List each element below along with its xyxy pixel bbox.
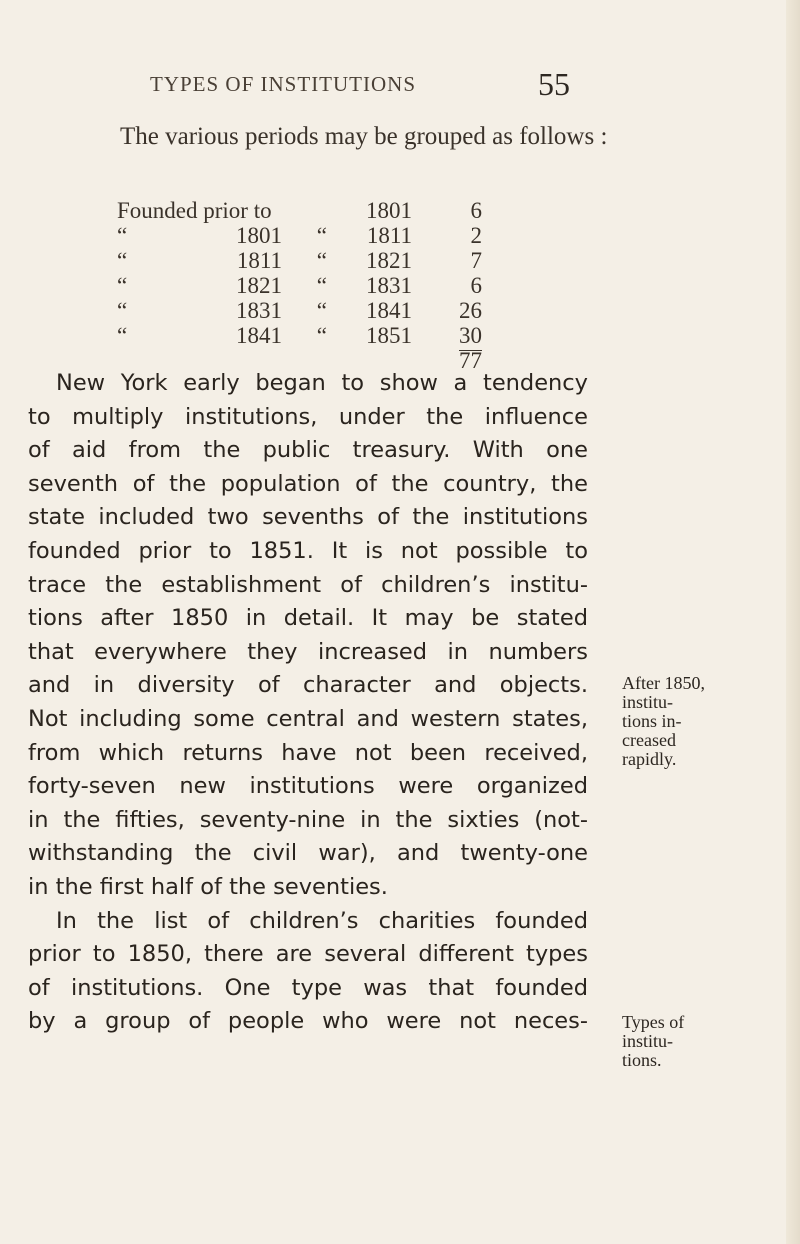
period-count <box>412 323 482 348</box>
table-row <box>117 223 482 248</box>
page-header <box>150 66 570 106</box>
body-line: seventh of the population of the country, the <box>28 470 588 497</box>
body-line: forty-seven new institutions were organized <box>28 773 588 800</box>
period-start: 1811 <box>236 248 282 273</box>
margin-note-types <box>622 1013 684 1070</box>
body-line: withstanding the civil war), and twenty-one <box>28 840 588 867</box>
period-ditto: “ <box>316 223 327 248</box>
period-ditto: “ <box>316 273 327 298</box>
period-prefix: “ <box>117 273 128 298</box>
margin-note-line: creased <box>622 730 676 750</box>
periods-table <box>117 198 482 373</box>
body-line: of aid from the public treasury. With one <box>28 437 588 464</box>
period-end: 1831 <box>366 273 412 298</box>
body-line: by a group of people who were not neces- <box>28 1008 588 1035</box>
period-end: 1801 <box>366 198 412 223</box>
intro-text: The various periods may be grouped as follows : <box>120 123 608 150</box>
body-line: in the fifties, seventy-nine in the sixties (not- <box>28 806 588 833</box>
period-prefix: Founded prior to <box>117 198 272 223</box>
table-row <box>117 248 482 273</box>
body-line: state included two sevenths of the institutions <box>28 504 588 531</box>
period-end: 1851 <box>366 323 412 348</box>
page-number: 55 <box>538 66 570 102</box>
body-line: tions after 1850 in detail. It may be stated <box>28 605 588 632</box>
period-count: 6 <box>470 198 482 223</box>
margin-note-after-1850 <box>622 674 705 769</box>
margin-note-line: Types of <box>622 1012 685 1032</box>
body-line: and in diversity of character and objects. <box>28 672 588 699</box>
table-row <box>117 198 482 223</box>
period-start: 1831 <box>236 298 282 323</box>
body-line: from which returns have not been received, <box>28 739 588 766</box>
body-line: Not including some central and western states, <box>28 705 588 732</box>
margin-note-line: tions in- <box>622 711 682 731</box>
period-count: 6 <box>470 273 482 298</box>
period-count: 7 <box>470 248 482 273</box>
margin-note-line: institu- <box>622 692 674 712</box>
intro-paragraph <box>54 120 614 153</box>
period-prefix: “ <box>117 323 128 348</box>
body-line: to multiply institutions, under the influence <box>28 403 588 430</box>
period-start: 1841 <box>236 323 282 348</box>
period-end: 1841 <box>366 298 412 323</box>
margin-note-line: tions. <box>622 1050 662 1070</box>
last-count-underlined: 30 <box>459 323 482 351</box>
body-line: founded prior to 1851. It is not possible to <box>28 537 588 564</box>
table-row <box>117 298 482 323</box>
margin-note-line: After 1850, <box>622 673 705 693</box>
margin-note-line: rapidly. <box>622 749 677 769</box>
period-ditto <box>282 198 327 223</box>
body-line: prior to 1850, there are several different types <box>28 941 588 968</box>
period-count: 26 <box>459 298 482 323</box>
table-row <box>117 273 482 298</box>
period-ditto: “ <box>316 323 327 348</box>
period-count: 2 <box>470 223 482 248</box>
period-prefix: “ <box>117 223 128 248</box>
period-start: 1821 <box>236 273 282 298</box>
period-prefix: “ <box>117 248 128 273</box>
period-end: 1811 <box>366 223 412 248</box>
table-row <box>117 323 482 348</box>
margin-note-line: institu- <box>622 1031 674 1051</box>
period-ditto: “ <box>316 248 327 273</box>
period-end: 1821 <box>366 248 412 273</box>
body-line: New York early began to show a tendency <box>56 370 588 396</box>
body-line: of institutions. One type was that founded <box>28 974 588 1001</box>
body-line: in the first half of the seventies. <box>28 873 388 900</box>
period-total: 77 <box>459 348 482 373</box>
page-edge-shadow <box>786 0 800 1244</box>
body-text <box>28 367 588 1039</box>
running-head: TYPES OF INSTITUTIONS <box>150 72 417 96</box>
period-start: 1801 <box>236 223 282 248</box>
body-line: trace the establishment of children’s institu- <box>28 571 588 598</box>
body-line: that everywhere they increased in numbers <box>28 638 588 665</box>
period-ditto: “ <box>316 298 327 323</box>
body-line: In the list of children’s charities founded <box>56 907 588 934</box>
period-prefix: “ <box>117 298 128 323</box>
